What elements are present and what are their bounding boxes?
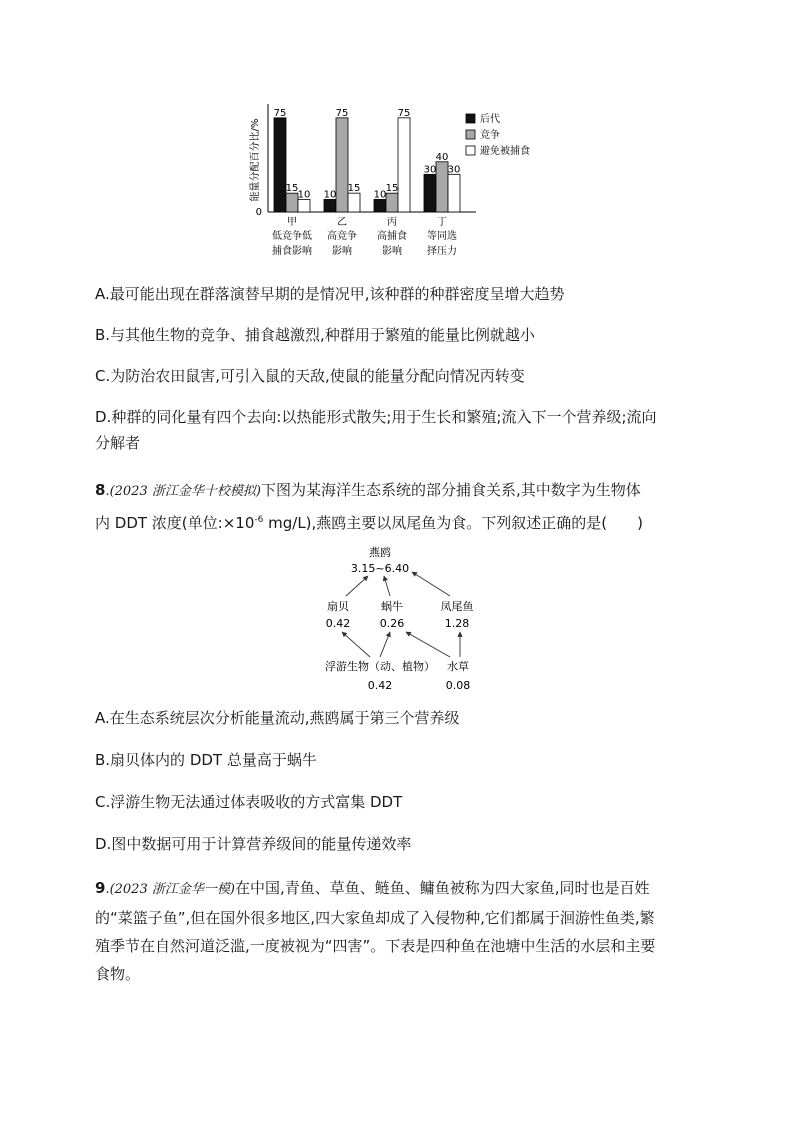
x-category-desc: 影响	[382, 246, 402, 257]
q8-line-1	[95, 476, 705, 506]
bar-2-2	[398, 118, 410, 212]
bar-3-1	[436, 162, 448, 212]
q8-stem	[95, 476, 705, 537]
q7-option-d: D.种群的同化量有四个去向:以热能形式散失;用于生长和繁殖;流入下一个营养级;流向	[95, 408, 657, 426]
q8-number: 8	[95, 481, 106, 499]
bar-2-0	[374, 199, 386, 212]
q9-stem	[95, 874, 705, 988]
x-category-label: 丁	[437, 217, 447, 228]
bar-value-label: 40	[435, 151, 449, 163]
arrow-anchovy-to-tern	[412, 572, 450, 596]
arrow-seaweed-to-snail	[406, 632, 450, 657]
x-category-desc: 影响	[332, 246, 352, 257]
bar-value-label: 75	[335, 107, 349, 119]
arrow-plankton-to-scallop	[342, 632, 370, 657]
x-category-label: 甲	[287, 217, 297, 228]
q8-line-2a: 内 DDT 浓度(单位:×10	[95, 514, 255, 532]
x-category-label: 乙	[337, 217, 347, 228]
node-plankton-value: 0.42	[367, 679, 393, 692]
x-category-desc: 低竞争低	[272, 231, 312, 242]
q8-option-b: B.扇贝体内的 DDT 总量高于蜗牛	[95, 751, 317, 769]
bar-1-2	[348, 193, 360, 212]
q7-option-c: C.为防治农田鼠害,可引入鼠的天敌,使鼠的能量分配向情况丙转变	[95, 367, 525, 385]
bar-value-label: 15	[385, 183, 399, 195]
x-category-desc: 高捕食	[377, 231, 407, 242]
x-category-label: 丙	[387, 217, 397, 228]
node-scallop-value: 0.42	[325, 617, 351, 630]
bar-2-1	[386, 193, 398, 212]
q8-option-d: D.图中数据可用于计算营养级间的能量传递效率	[95, 835, 412, 853]
bar-1-1	[336, 118, 348, 212]
bar-1-0	[324, 199, 336, 212]
node-anchovy-value: 1.28	[444, 617, 470, 630]
bar-value-label: 10	[373, 189, 387, 201]
bar-3-2	[448, 174, 460, 212]
arrow-scallop-to-tern	[346, 576, 368, 596]
bar-3-0	[424, 174, 436, 212]
food-web-diagram	[300, 540, 500, 695]
q9-line-2: 的“菜篮子鱼”,但在国外很多地区,四大家鱼却成了入侵物种,它们都属于洄游性鱼类,繁	[95, 909, 655, 927]
x-category-desc: 择压力	[427, 246, 457, 257]
bar-value-label: 30	[423, 164, 437, 176]
bar-value-label: 10	[323, 189, 337, 201]
node-anchovy-name: 凤尾鱼	[440, 600, 474, 613]
node-seaweed-name: 水草	[447, 660, 469, 673]
q9-source: .(2023 浙江金华一模)	[105, 882, 235, 897]
bar-value-label: 30	[447, 164, 461, 176]
node-tern-value: 3.15~6.40	[350, 562, 410, 575]
bar-value-label: 15	[347, 183, 361, 195]
x-category-desc: 等同选	[427, 231, 457, 242]
node-scallop-name: 扇贝	[327, 600, 349, 613]
q8-line-2	[95, 506, 705, 537]
q8-exponent: -6	[254, 515, 264, 525]
legend-label: 避免被捕食	[480, 146, 530, 157]
x-category-desc: 捕食影响	[272, 246, 312, 257]
q9-number: 9	[95, 879, 106, 897]
bar-value-label: 75	[397, 107, 411, 119]
legend-swatch	[466, 130, 475, 139]
q8-line-1-text: 下图为某海洋生态系统的部分捕食关系,其中数字为生物体	[260, 481, 641, 499]
y-axis-label: 能量分配百分比/%	[250, 118, 261, 202]
bar-value-label: 15	[285, 183, 299, 195]
y-axis-zero-label: 0	[255, 207, 262, 218]
q8-line-2b: mg/L),燕鸥主要以凤尾鱼为食。下列叙述正确的是( )	[263, 514, 643, 532]
q9-line-1-text: 在中国,青鱼、草鱼、鲢鱼、鳙鱼被称为四大家鱼,同时也是百姓	[234, 879, 650, 897]
node-snail-name: 蜗牛	[381, 600, 403, 613]
q8-option-c: C.浮游生物无法通过体表吸收的方式富集 DDT	[95, 793, 403, 811]
bar-0-1	[286, 193, 298, 212]
x-category-desc: 高竞争	[327, 231, 357, 242]
node-plankton-name: 浮游生物（动、植物）	[325, 660, 435, 673]
legend-label: 后代	[480, 114, 500, 125]
node-tern-name: 燕鸥	[369, 546, 391, 559]
legend-label: 竞争	[480, 130, 500, 141]
arrow-snail-to-tern	[384, 576, 390, 596]
node-seaweed-value: 0.08	[445, 679, 471, 692]
energy-allocation-bar-chart	[240, 96, 570, 266]
node-snail-value: 0.26	[379, 617, 405, 630]
q8-option-a: A.在生态系统层次分析能量流动,燕鸥属于第三个营养级	[95, 709, 460, 727]
arrow-plankton-to-snail	[380, 632, 390, 657]
legend-swatch	[466, 114, 475, 123]
bar-value-label: 75	[273, 107, 287, 119]
q9-line-3: 殖季节在自然河道泛滥,一度被视为“四害”。下表是四种鱼在池塘中生活的水层和主要	[95, 937, 656, 955]
bar-0-2	[298, 199, 310, 212]
bar-value-label: 10	[297, 189, 311, 201]
q7-option-d-cont: 分解者	[95, 434, 141, 452]
q7-option-b: B.与其他生物的竞争、捕食越激烈,种群用于繁殖的能量比例就越小	[95, 326, 535, 344]
q9-line-1	[95, 874, 705, 904]
q9-line-4: 食物。	[95, 965, 141, 983]
legend-swatch	[466, 146, 475, 155]
q8-source: .(2023 浙江金华十校模拟)	[105, 484, 261, 499]
q7-option-a: A.最可能出现在群落演替早期的是情况甲,该种群的种群密度呈增大趋势	[95, 285, 565, 303]
bar-0-0	[274, 118, 286, 212]
